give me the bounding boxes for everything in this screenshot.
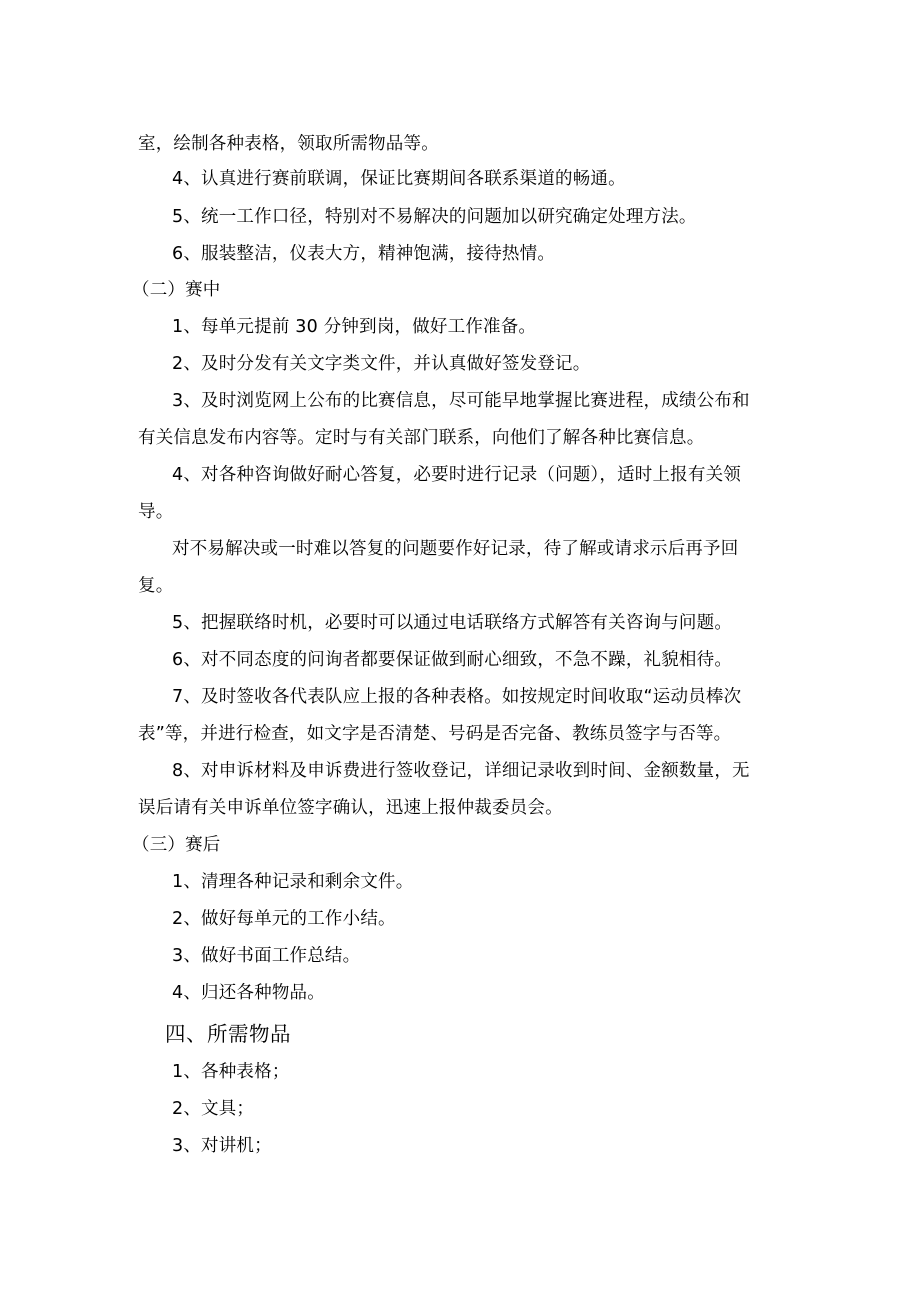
list-item: 2、及时分发有关文字类文件，并认真做好签发登记。	[172, 354, 591, 374]
paragraph-line: 有关信息发布内容等。定时与有关部门联系，向他们了解各种比赛信息。	[138, 428, 705, 448]
list-item: 4、归还各种物品。	[172, 983, 325, 1003]
paragraph-line: 对不易解决或一时难以答复的问题要作好记录，待了解或请求示后再予回	[172, 539, 739, 559]
list-item: 8、对申诉材料及申诉费进行签收登记，详细记录收到时间、金额数量，无	[172, 761, 750, 781]
list-item: 2、做好每单元的工作小结。	[172, 909, 396, 929]
list-item: 1、清理各种记录和剩余文件。	[172, 872, 414, 892]
list-item: 6、服装整洁，仪表大方，精神饱满，接待热情。	[172, 244, 556, 264]
section-heading: （二）赛中	[132, 280, 221, 300]
list-item: 5、统一工作口径，特别对不易解决的问题加以研究确定处理方法。	[172, 207, 697, 227]
list-item: 5、把握联络时机，必要时可以通过电话联络方式解答有关咨询与问题。	[172, 613, 733, 633]
paragraph-line: 误后请有关申诉单位签字确认，迅速上报仲裁委员会。	[138, 798, 563, 818]
list-item: 2、文具；	[172, 1099, 255, 1119]
paragraph-line: 导。	[138, 502, 174, 522]
paragraph-line: 复。	[138, 576, 174, 596]
list-item: 1、每单元提前 30 分钟到岗，做好工作准备。	[172, 317, 537, 337]
list-item: 1、各种表格；	[172, 1062, 290, 1082]
paragraph-line: 室，绘制各种表格，领取所需物品等。	[138, 134, 439, 154]
list-item: 6、对不同态度的问询者都要保证做到耐心细致，不急不躁，礼貌相待。	[172, 650, 733, 670]
list-item: 3、做好书面工作总结。	[172, 946, 361, 966]
list-item: 3、对讲机；	[172, 1136, 272, 1156]
list-item: 3、及时浏览网上公布的比赛信息，尽可能早地掌握比赛进程，成绩公布和	[172, 391, 750, 411]
list-item: 4、对各种咨询做好耐心答复，必要时进行记录（问题），适时上报有关领	[172, 465, 741, 485]
section-title: 四、所需物品	[165, 1022, 291, 1046]
paragraph-line: 表”等，并进行检查，如文字是否清楚、号码是否完备、教练员签字与否等。	[138, 724, 732, 744]
section-heading: （三）赛后	[132, 835, 221, 855]
list-item: 4、认真进行赛前联调，保证比赛期间各联系渠道的畅通。	[172, 169, 626, 189]
list-item: 7、及时签收各代表队应上报的各种表格。如按规定时间收取“运动员棒次	[172, 687, 742, 707]
